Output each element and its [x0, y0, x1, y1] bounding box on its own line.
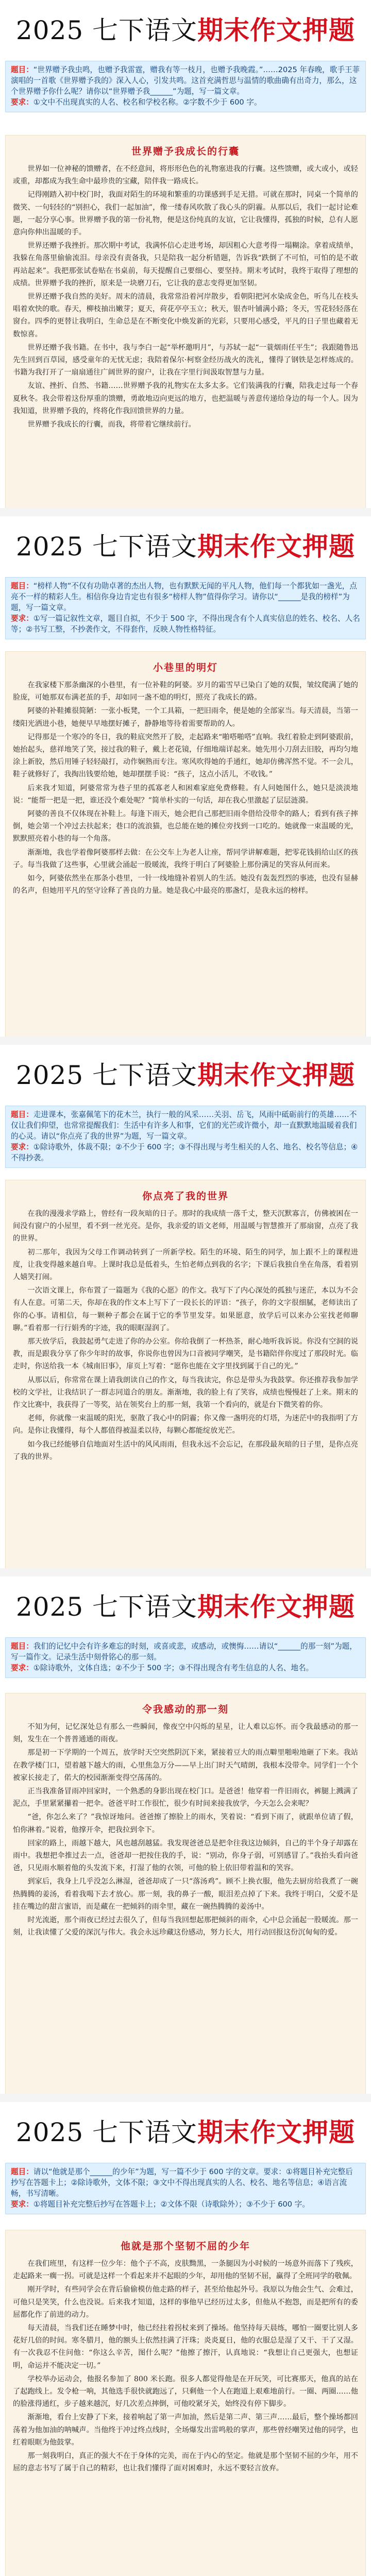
requirement-label: 要求： [11, 1664, 33, 1672]
essay-box [5, 651, 366, 1039]
prompt-text: “世界赠予我虫鸣，也赠予我雷霆，赠我有等一枝月，也赠予我晚霞。”……2025 年春晚，歌手王菲演唱的一首歌《世界赠予我的》深入人心，引发共鸣。这首充满哲思与温情的歌曲确有出奇力，那么，这个世界赠予你什么呢？请你以“世界赠予我______”为题，写一篇文章。 [11, 65, 360, 96]
essay-paragraph: 那是初一下学期的一个周五，放学时天空突然阴沉下来，紧接着豆大的雨点噼里啪啦地砸了下来。我站在教学楼门口，望着越下越大的雨，心里焦急万分——早上出门时天气晴朗，我根本没带伞。同学们一个个被家长接走了，偌大的校园渐渐变得空荡荡的。 [13, 1749, 358, 1782]
essay-paragraph: 时光流逝，那个雨夜已经过去很久了，但每当我回想起那把倾斜的雨伞，心中总会涌起一股暖流。那一刻，让我读懂了父爱的深沉与伟大。我会永远珍藏这份感动，努力长大，用行动回报这份沉甸甸的爱。 [13, 1916, 358, 1937]
requirement-text: ①除诗歌外，体裁不限；②不少于 600 字；③不得出现与考生相关的人名、地名、校名等信息；④不得抄袭。 [11, 1143, 358, 1162]
header-title-red: 期末作文押题 [197, 1591, 356, 1622]
prompt-text: 请以“他就是那个______的少年”为题，写一篇不少于 600 字的文章。要求：①将题目补充完整后抄写在答题卡上；②除诗歌外，文体不限；③文中不得出现真实的人名、校名、地名等信息；④语言流畅，书写清晰。 [11, 2167, 353, 2198]
prompt-text: “榜样人物”不仅有功勋卓著的杰出人物，也有默默无闻的平凡人物，他们每一个都犹如一盏光，点亮不一样的精彩人生。相信你身边肯定也有很多“榜样人物”值得你学习。请你以“______是我的榜样”为题，写一篇文章。 [11, 582, 357, 612]
header-title-red: 期末作文押题 [197, 2117, 356, 2147]
section-2 [0, 516, 371, 1037]
requirement-label: 要求： [11, 614, 33, 623]
prompt-box [5, 2163, 366, 2214]
essay-paragraph: 那天放学后，我鼓起勇气走进了你的办公室。你给我倒了一杯热茶，耐心地听我诉说。你没有空洞的说教，而是跟我分享了你少年时的故事，你说你也曾因为口音被同学嘲笑，是书籍陪伴你度过了那段时光。临走时，你送给我一本《城南旧事》，扉页上写着：“愿你也能在文字里找到属于自己的光。” [13, 1337, 358, 1371]
prompt-text: 走进课本，张嘉佩笔下的花木兰，执行一般的风采……关羽、岳飞，风雨中砥砺前行的英雄……不仅让我们仰望，也常常提醒我们：生活中有许多人和事，它们的光芒或许微小，却一直默默地温暖着我们的心灵。请以“你点亮了我的世界”为题，写一篇文章。 [11, 1110, 357, 1141]
requirement-text: ①将题目补充完整后抄写在答题卡上；②文体不限（诗歌除外）；③不少于 600 字。 [33, 2200, 310, 2209]
topic-label: 题目： [11, 582, 33, 590]
header-title-red: 期末作文押题 [197, 15, 356, 45]
prompt-box [5, 61, 366, 112]
essay-paragraph: 记得那是一个寒冷的冬日，我的鞋底突然开了胶，走起路来“啪嗒啪嗒”直响。我红着脸走到阿婆跟前，她抬起头，慈祥地笑了笑，接过我的鞋子，戴上老花镜，仔细地端详起来。她先用小刀刮去旧胶，再均匀地涂上新胶，然后用锤子轻轻敲打，动作娴熟而专注。寒风吹得她的手通红，她却仿佛浑然不觉。不一会儿，鞋子就修好了，我掏出钱要给她，她却摆摆手说：“孩子，这点小活儿，不收钱。” [13, 733, 358, 779]
section-5 [0, 2102, 371, 2576]
section-divider [0, 508, 371, 516]
header-title-black: 2025 七下语文 [15, 1592, 198, 1622]
essay-title: 令我感动的那一刻 [142, 1704, 229, 1715]
essay-paragraph: 阿婆的补鞋摊很简陋：一张小板凳，一个工具箱，一把旧雨伞，便是她的全部家当。每天清晨，当第一缕阳光洒进小巷，她便早早地摆好摊子，静静地等待着需要帮助的人。 [13, 707, 358, 728]
essay-title: 小巷里的明灯 [153, 662, 218, 673]
prompt-text: 我们的记忆中会有许多难忘的时刻，或喜或悲，或感动，或懊悔……请以“______的那一刻”为题，写一篇作文。记录生活中刻骨铭心的那一刻。 [11, 1642, 357, 1662]
essay-paragraph: 如今我已经能够自信地面对生活中的风风雨雨，但我永远不会忘记，在那段最灰暗的日子里，是你点亮了我的世界。 [13, 1440, 358, 1461]
section-divider [0, 1037, 371, 1045]
prompt-box [5, 577, 366, 639]
essay-paragraph: “爸，你怎么来了？”我惊讶地问。爸爸擦了擦脸上的雨水，笑着说：“看到下雨了，就跟单位请了假，怕你淋着。”说着，他撑开伞，把我拉到伞下。 [13, 1813, 358, 1834]
essay-paragraph: 从那以后，你常常在课上请我朗读自己的作文，每当我读完，你总是带头为我鼓掌。你还推荐我参加学校的文学社，让我结识了一群志同道合的朋友。渐渐地，我的脸上有了笑容，成绩也慢慢赶了上来。期末的作文比赛中，我获得了一等奖，站在领奖台上的那一刻，我第一个看向的，就是台下微笑着的你。 [13, 1376, 358, 1410]
essay-paragraph: 在我们班里，有这样一位少年：他个子不高，皮肤黝黑，一条腿因为小时候的一场意外而落下了残疾，走起路来一瘸一拐。可就是这样一个看起来并不起眼的少年，却用他的坚韧不屈，赢得了全班同学的敬佩。 [13, 2260, 358, 2281]
header-title-black: 2025 七下语文 [15, 2117, 198, 2147]
section-header [0, 516, 371, 577]
requirement-label: 要求： [11, 98, 33, 107]
essay-paragraph: 学校举办运动会，他报名参加了 800 米长跑。很多人都觉得他是在开玩笑，可比赛那天，他真的站在了起跑线上。发令枪一响，其他选手很快就跑远了，只剩他一个人在跑道上艰难地前行。一圈、两圈……他的脸涨得通红，步子越来越沉，好几次差点摔倒，可他咬紧牙关，始终没有停下脚步。 [13, 2375, 358, 2409]
section-3 [0, 1045, 371, 1568]
essay-paragraph: 不知为何，记忆深处总有那么一些瞬间，像夜空中闪烁的星星，让人难以忘怀。而令我最感动的那一刻，发生在一个普普通通的雨夜。 [13, 1723, 358, 1744]
essay-title: 你点亮了我的世界 [142, 1191, 229, 1202]
section-1 [0, 0, 371, 508]
section-header [0, 1045, 371, 1106]
essay-box [5, 1180, 366, 1570]
essay-paragraph: 渐渐地，看台上安静了下来，接着响起了第一声加油，然后是第二声、第三声……最后，整个操场都回荡着为他加油的呐喊声。当他终于冲过终点线时，全场爆发出雷鸣般的掌声，那些曾经嘲笑过他的同学，也红着眼眶为他鼓掌。 [13, 2413, 358, 2447]
prompt-box [5, 1637, 366, 1678]
section-header [0, 2102, 371, 2163]
section-header [0, 0, 371, 61]
prompt-box [5, 1106, 366, 1168]
requirement-text: ①写一篇记叙性文章，题目自拟，不少于 500 字，不得出现含有个人真实信息的姓名、校名、人名等；②书写工整，不抄袭作文，不得套作，反映人物性格特征。 [11, 614, 360, 634]
requirement-label: 要求： [11, 2200, 33, 2209]
topic-label: 题目： [11, 1642, 33, 1651]
essay-paragraph: 渐渐地，我也学着像阿婆那样去做：在公交车上为老人让座，帮同学讲解难题，把零花钱捐给山区的孩子。每当我做了这些事，心里就会涌起一股暖流，我终于明白了阿婆脸上那份满足的笑容从何而来。 [13, 848, 358, 869]
essay-paragraph: 后来我才知道，阿婆常常为巷子里的孤寡老人和困难家庭免费修鞋。有人问她图什么，她只是淡淡地说：“能帮一把是一把，谁还没个难处呢？”简单朴实的一句话，却在我心里激起了层层涟漪。 [13, 784, 358, 805]
header-title-red: 期末作文押题 [197, 531, 356, 562]
topic-label: 题目： [11, 65, 33, 74]
essay-paragraph: 回家的路上，雨越下越大，风也越刮越猛。我发现爸爸总是把伞往我这边倾斜，自己的半个身子却露在雨中。我想把伞推过去一点，爸爸却一把按住我的手，说：“别动，你身子弱，可别感冒了。”我抬头看向爸爸，只见雨水顺着他的头发流下来，打湿了他的衣领，可他的脸上依旧带着温和的笑容。 [13, 1839, 358, 1873]
essay-paragraph: 在我家楼下那条幽深的小巷里，有一位补鞋的阿婆。岁月的霜雪早已染白了她的双鬓，皱纹爬满了她的脸庞，可她那双布满老茧的手，却如同一盏不熄的明灯，照亮了我成长的路。 [13, 681, 358, 702]
topic-label: 题目： [11, 1110, 33, 1119]
header-title-red: 期末作文押题 [197, 1060, 356, 1090]
topic-label: 题目： [11, 2167, 33, 2176]
essay-paragraph: 世界如一位神秘的馈赠者，在不经意间，将形形色色的礼物塞进我的行囊。这些馈赠，或大或小，或轻或重，却都成为我生命中最珍贵的宝藏，陪伴我一路成长。 [13, 165, 358, 186]
header-title-black: 2025 七下语文 [15, 532, 198, 562]
essay-paragraph: 老师，你就像一束温暖的阳光，驱散了我心中的阴霾；你又像一盏明亮的灯塔，为迷茫中的我指明了方向。是你让我懂得，每个人都值得被温柔以待，每颗心都能绽放光芒。 [13, 1414, 358, 1435]
essay-paragraph: 在我的漫漫求学路上，曾经有一段灰暗的日子。那时的我成绩一落千丈，整天沉默寡言，仿佛被困在一间没有窗户的小屋里，看不到一丝光亮。是你，我亲爱的语文老师，用温暖与智慧推开了那扇窗，点亮了我的世界。 [13, 1210, 358, 1243]
requirement-label: 要求： [11, 1143, 33, 1151]
essay-box [5, 2230, 366, 2576]
section-divider [0, 2094, 371, 2102]
essay-paragraph: 刚开学时，有些同学会在背后偷偷模仿他走路的样子，甚至给他起外号。我原以为他会生气、会难过，可他只是笑笑，什么也没说。后来我才知道，这样的事他早已经历过太多，但他从不抱怨，而是把所有的委屈都化作了前进的动力。 [13, 2285, 358, 2319]
essay-paragraph: 世界还赠予我自然的美好。周末的清晨，我常常沿着河岸散步，看朝阳把河水染成金色，听鸟儿在枝头唱着欢快的歌。春天，柳枝抽出嫩芽；夏天，荷花亭亭玉立；秋天，银杏叶铺满小路；冬天，雪花轻轻落在窗台。四季的更替让我明白，生命总是在不断变化中焕发新的光彩，只要用心感受，平凡的日子里也藏着无数惊喜。 [13, 293, 358, 338]
essay-box [5, 135, 366, 509]
essay-box [5, 1693, 366, 2096]
essay-title: 他就是那个坚韧不屈的少年 [120, 2241, 250, 2252]
section-4 [0, 1577, 371, 2094]
essay-paragraph: 友谊、挫折、自然、书籍……世界赠予我的礼物实在太多太多。它们装满我的行囊，陪我走过每一个春夏秋冬。我会带着这份厚重的馈赠，勇敢地迈向更远的地方，也把温暖与善意传递给身边的每一个人。因为我知道，世界赠予我的，终将化作我回馈世界的力量。 [13, 382, 358, 415]
essay-paragraph: 世界还赠予我书籍。在书中，我与李白一起“举杯邀明月”，与苏轼一起“一蓑烟雨任平生”；我跟随鲁迅先生回到百草园，感受童年的无忧无虑；我陪着保尔·柯察金经历战火的洗礼，懂得了钢铁是怎样炼成的。书籍为我打开了一扇扇通往广阔世界的窗户，让我在字里行间汲取智慧与力量。 [13, 343, 358, 377]
essay-paragraph: 世界赠予我成长的行囊，而我，将带着它继续前行。 [27, 420, 196, 429]
requirement-text: ①除诗歌外，文体自选；②不少于 500 字；③不得出现含有考生信息的人名、地名。 [33, 1664, 314, 1672]
header-title-black: 2025 七下语文 [15, 1060, 198, 1090]
header-title-black: 2025 七下语文 [15, 15, 198, 45]
essay-paragraph: 正当我准备冒雨冲回家时，一个熟悉的身影出现在校门口。是爸爸！他穿着一件旧雨衣，裤腿上溅满了泥点，手里紧紧攥着一把伞。爸爸平时工作很忙，很少有时间来接我放学，今天怎么会来呢？ [13, 1787, 358, 1808]
section-header [0, 1577, 371, 1637]
essay-paragraph: 一次语文课上，你布置了一篇题为《我的心愿》的作文。我写下了内心深处的孤独与迷茫，本以为不会有人在意。可第二天，你却在我的作文本上写下了一段长长的评语：“孩子，你的文字很细腻，老师读出了你的心事。请相信，每一颗种子都会在属于它的季节里发芽。如果愿意，放学后可以来办公室找老师聊聊。”看着那一行行娟秀的字迹，我的眼眶湿润了。 [13, 1286, 358, 1332]
essay-paragraph: 初二那年，我因为父母工作调动转到了一所新学校。陌生的环境、陌生的同学，加上跟不上的课程进度，让我变得越来越自卑。上课时我总是低着头，生怕老师点到我的名字；下课后我独自坐在角落，看着别人嬉笑打闹。 [13, 1248, 358, 1282]
essay-paragraph: 记得刚踏入初中校门时，我面对陌生的环境和繁重的功课感到手足无措。可就在那时，同桌一个简单的微笑、一句轻轻的“别担心，我们一起加油”，像一缕春风吹散了我心头的阴霾。从那以后，我们一起讨论难题，一起分享心事。世界赠予我的第一份礼物，便是这份纯真的友谊，它让我懂得，孤独的时候，总有人愿意向你伸出温暖的手。 [13, 191, 358, 237]
essay-paragraph: 每天清晨，当我们还在睡梦中时，他已经拄着拐杖来到了操场。他坚持每天晨练，哪怕一圈要比别人多花好几倍的时间。寒冬腊月，他的额头上依然挂满了汗珠；炎炎夏日，他的衣服总是湿了又干、干了又湿。有一次我忍不住问他：“你这么辛苦，图什么呢？”他擦了擦汗，认真地说：“我想让自己更强大，也想证明，命运并不能决定一切。” [13, 2324, 358, 2370]
essay-paragraph: 到家后，我身上几乎没怎么淋湿，爸爸却成了一只“落汤鸡”。顾不上换衣服，他先去厨房给我煮了一碗热腾腾的姜汤，看着我喝下去才放心。那一刻，我的鼻子一酸，眼泪差点掉了下来。我终于明白，父爱不是挂在嘴边的甜言蜜语，而是藏在一把倾斜的雨伞里，藏在一碗热腾腾的姜汤中。 [13, 1877, 358, 1911]
requirement-text: ①文中不出现真实的人名、校名和学校名称。②字数不少于 600 字。 [33, 98, 262, 107]
essay-paragraph: 世界还赠予我挫折。那次期中考试，我满怀信心走进考场，却因粗心大意考得一塌糊涂。拿着成绩单，我躲在角落里偷偷流泪。母亲没有责备我，只是陪我一起分析错题，告诉我“跌倒了不可怕，可怕的是不敢再站起来”。我把那张试卷贴在书桌前，每天提醒自己要细心、要坚持。期末考试时，我终于取得了理想的成绩。世界赠予我的挫折，原来是一块磨刀石，它让我的意志变得更加坚韧。 [13, 242, 358, 287]
essay-title: 世界赠予我成长的行囊 [131, 146, 240, 157]
section-divider [0, 1568, 371, 1577]
essay-paragraph: 阿婆的善良不仅体现在补鞋上。每逢下雨天，她会把自己那把旧雨伞借给没带伞的路人；看到有孩子摔倒，她会第一个冲过去扶起来；巷口的流浪猫，也总能在她的摊位旁找到一口吃的。她就像一束温暖的光，默默照亮着小巷的每一个角落。 [13, 810, 358, 843]
essay-paragraph: 那一刻我明白，真正的强大不在于身体的完美，而在于内心的坚定。他就是那个坚韧不屈的少年，用不屈的意志书写了属于自己的精彩，也让我们懂得了面对困难时，永远不要轻言放弃。 [13, 2452, 358, 2473]
essay-paragraph: 如今，阿婆依然坐在那条小巷里，一针一线地缝补着别人的生活。她没有轰轰烈烈的事迹，也没有显赫的名声，但她用平凡的坚守诠释了善良的力量。她是我心中最亮的那盏灯，是我永远的榜样。 [13, 874, 358, 895]
